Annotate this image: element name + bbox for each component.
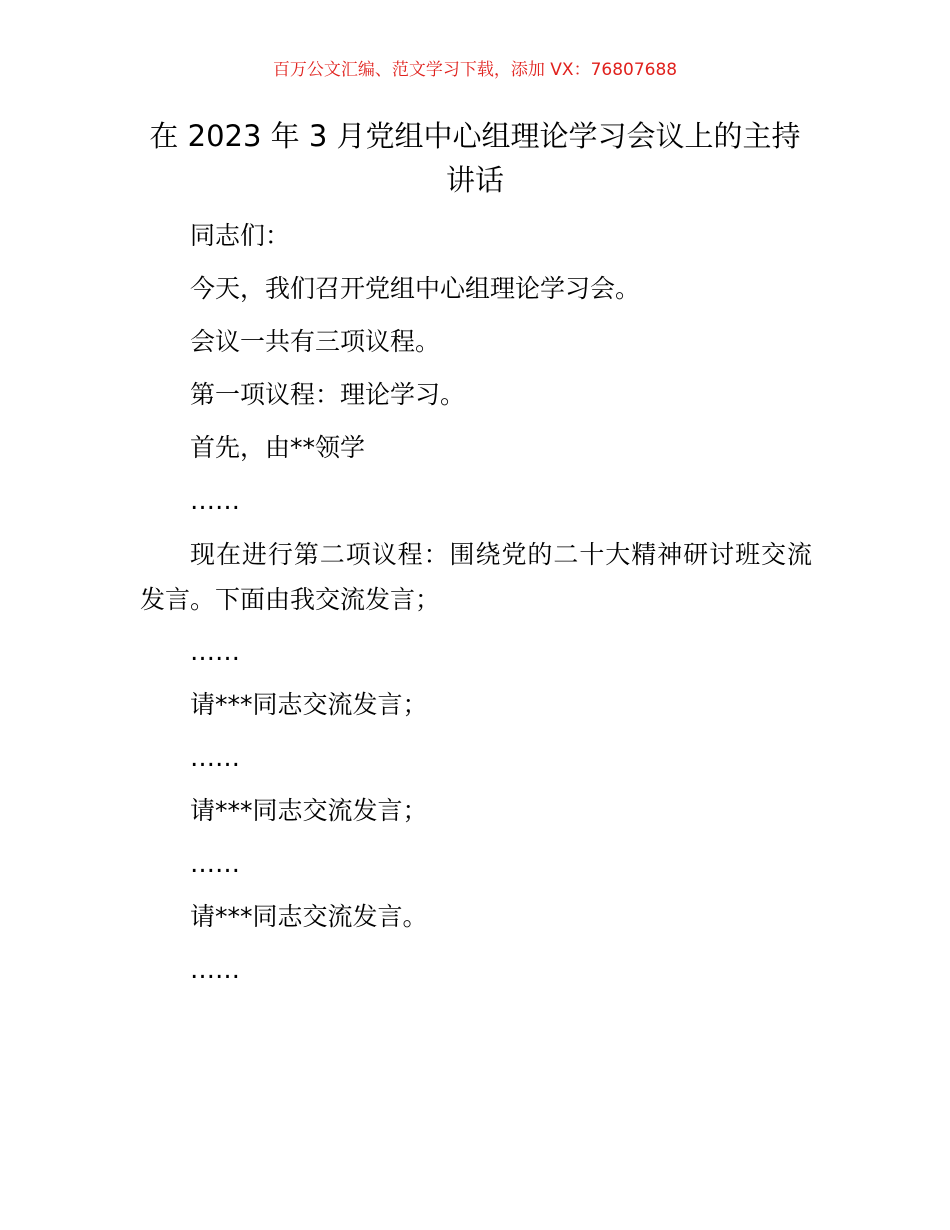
speaker-paragraph: 请***同志交流发言。 <box>190 902 428 931</box>
ellipsis-paragraph: …… <box>190 743 240 772</box>
ellipsis-paragraph: …… <box>190 486 240 515</box>
document-title: 在 2023 年 3 月党组中心组理论学习会议上的主持讲话 <box>149 119 801 197</box>
lead-study-paragraph: 首先，由**领学 <box>190 433 366 462</box>
document-body <box>140 214 812 1001</box>
speaker-paragraph: 请***同志交流发言； <box>190 796 428 825</box>
agenda-item-1-paragraph: 第一项议程：理论学习。 <box>190 380 466 409</box>
speaker-paragraph: 请***同志交流发言； <box>190 690 428 719</box>
salutation-paragraph: 同志们： <box>190 221 291 250</box>
agenda-item-2-paragraph: 现在进行第二项议程：围绕党的二十大精神研讨班交流发言。下面由我交流发言； <box>140 540 812 614</box>
ellipsis-paragraph: …… <box>190 637 240 666</box>
header-banner: 百万公文汇编、范文学习下载，添加 VX：76807688 <box>272 60 678 80</box>
opening-paragraph: 今天，我们召开党组中心组理论学习会。 <box>190 274 641 303</box>
ellipsis-paragraph: …… <box>190 849 240 878</box>
ellipsis-paragraph: …… <box>190 955 240 984</box>
agenda-count-paragraph: 会议一共有三项议程。 <box>190 327 441 356</box>
